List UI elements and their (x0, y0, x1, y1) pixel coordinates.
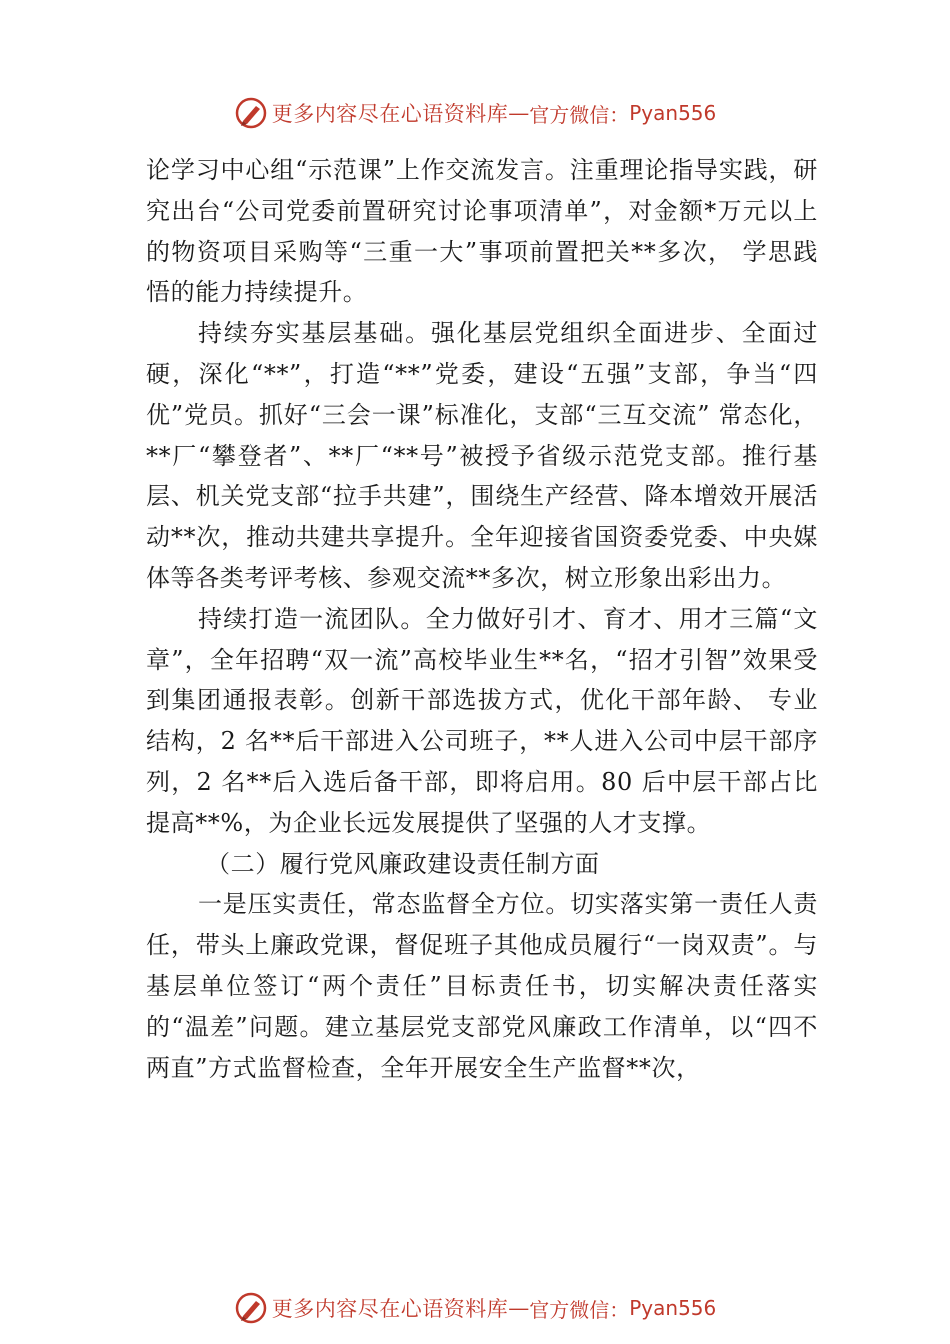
watermark-site-text: 更多内容尽在心语资料库 (271, 1297, 509, 1321)
watermark-dash: — (508, 1296, 530, 1320)
watermark-label: 官方微信： (529, 102, 630, 127)
pen-logo-icon (234, 1291, 268, 1325)
pen-logo-icon (234, 96, 268, 130)
watermark-site-text: 更多内容尽在心语资料库 (271, 102, 509, 126)
watermark-id: Pyan556 (629, 1296, 717, 1320)
paragraph-2: 持续夯实基层基础。强化基层党组织全面进步、全面过硬，深化“**”，打造“**”党委，建设“五强”支部，争当“四优”党员。抓好“三会一课”标准化，支部“三互交流” 常态化，**厂“攀登者”、**厂“**号”被授予省级示范党支部。推行基层、机关党支部“拉手共建”，围绕生产经营、降本增效开展活动**次，推动共建共享提升。全年迎接省国资委党委、中央媒体等各类考评考核、参观交流**多次，树立形象出彩出力。 (146, 319, 818, 592)
footer-watermark (0, 1288, 950, 1328)
document-body (146, 150, 818, 1088)
paragraph-4: 一是压实责任，常态监督全方位。切实落实第一责任人责任，带头上廉政党课，督促班子其他成员履行“一岗双责”。与基层单位签订“两个责任”目标责任书，切实解决责任落实的“温差”问题。建立基层党支部党风廉政工作清单，以“四不两直”方式监督检查，全年开展安全生产监督**次， (146, 890, 818, 1082)
paragraph-1: 论学习中心组“示范课”上作交流发言。注重理论指导实践，研究出台“公司党委前置研究讨论事项清单”，对金额*万元以上的物资项目采购等“三重一大”事项前置把关**多次， 学思践悟的能力持续提升。 (146, 156, 818, 307)
section-heading: （二）履行党风廉政建设责任制方面 (206, 849, 600, 878)
paragraph-3: 持续打造一流团队。全力做好引才、育才、用才三篇“文章”，全年招聘“双一流”高校毕业生**名，“招才引智”效果受到集团通报表彰。创新干部选拔方式，优化干部年龄、 专业结构，2 名**后干部进入公司班子，**人进入公司中层干部序列，2 名**后入选后备干部，即将启用。80 后中层干部占比提高**%，为企业长远发展提供了坚强的人才支撑。 (146, 604, 818, 837)
header-watermark (0, 93, 950, 133)
watermark-label: 官方微信： (529, 1297, 630, 1322)
watermark-id: Pyan556 (629, 101, 717, 125)
watermark-dash: — (508, 101, 530, 125)
